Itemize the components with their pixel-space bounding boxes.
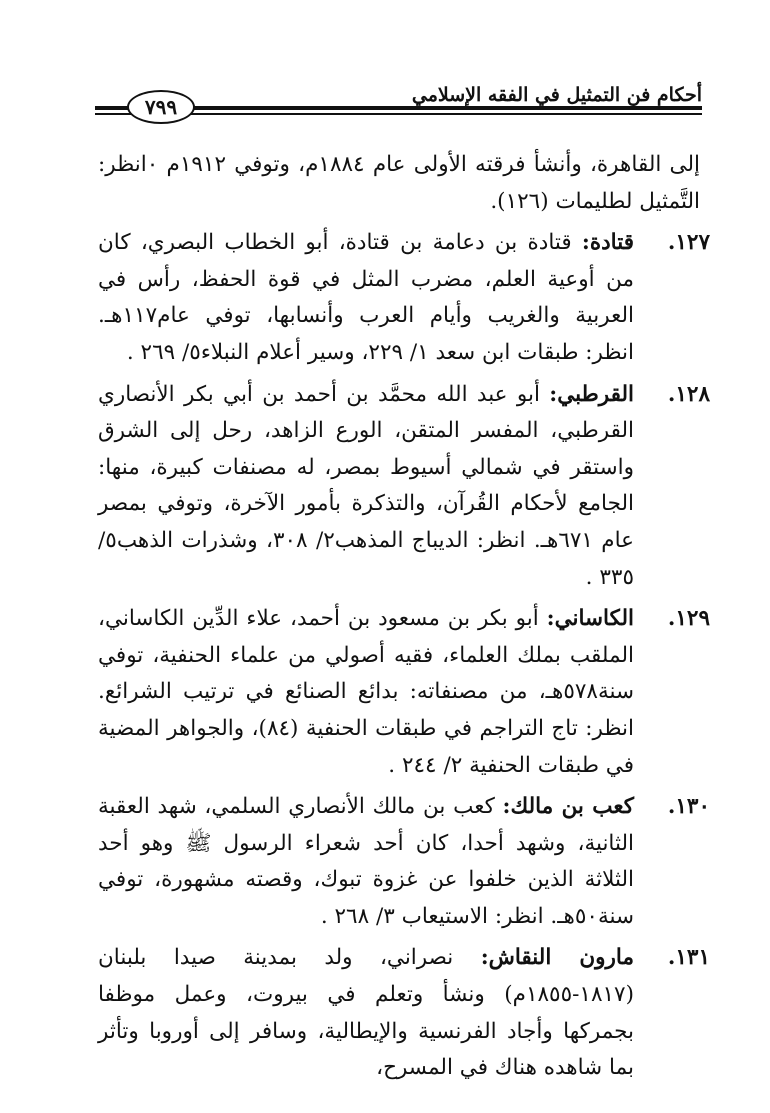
entry-body: كعب بن مالك الأنصاري السلمي، شهد العقبة الثانية، وشهد أحدا، كان أحد شعراء الرسول ﷺ وهو أحد الثلاثة الذين خلفوا عن غزوة تبوك، وقصته مشهورة، توفي سنة٥٠هـ. انظر: الاستيعاب ٣/ ٢٦٨ . [98,794,634,929]
entry-text [98,225,634,371]
page-number: ٧٩٩ [127,90,195,124]
entry-text [98,789,634,935]
entry-number: ١٣٠. [667,794,710,820]
entry-number: ١٢٧. [667,230,710,256]
entry-text [98,377,634,597]
entry-body: نصراني، ولد بمدينة صيدا بلبنان (١٨١٧-١٨٥٥م) ونشأ وتعلم في بيروت، وعمل موظفا بجمركها وأجاد الفرنسية والإيطالية، وسافر إلى أوروبا وتأثر بما شاهده هناك في المسرح، [98,945,634,1081]
biography-entry [98,225,710,371]
biography-entry [98,940,710,1086]
continuation-paragraph: إلى القاهرة، وأنشأ فرقته الأولى عام ١٨٨٤م، وتوفي ١٩١٢م ٠انظر: التَّمثيل لطليمات (١٢٦). [98,152,701,214]
biography-entry [98,377,710,597]
entry-name: الكاساني: [546,606,634,632]
entry-name: القرطبي: [549,381,634,407]
entry-text [98,940,634,1086]
entry-name: مارون النقاش: [480,945,634,971]
entry-number: ١٢٨. [667,381,710,407]
entry-body: أبو عبد الله محمَّد بن أحمد بن أبي بكر الأنصاري القرطبي، المفسر المتقن، الورع الزاهد، رحل إلى الشرق واستقر في شمالي أسيوط بمصر، له مصنفات كبيرة، منها: الجامع لأحكام القُرآن، والتذكرة بأمور الآخرة، وتوفي بمصر عام ٦٧١هـ. انظر: الديباج المذهب٢/ ٣٠٨، وشذرات الذهب٥/ ٣٣٥ . [98,381,634,590]
book-title: أحكام فن التمثيل في الفقه الإسلامي [411,84,702,106]
entry-number: ١٢٩. [667,606,710,632]
entry-body: قتادة بن دعامة بن قتادة، أبو الخطاب البصري، كان من أوعية العلم، مضرب المثل في قوة الحفظ، رأس في العربية والغريب وأيام العرب وأنسابها، توفي عام١١٧هـ. انظر: طبقات ابن سعد ١/ ٢٢٩، وسير أعلام النبلاء٥/ ٢٦٩ . [98,230,634,365]
running-header [95,62,702,124]
entry-number: ١٣١. [667,945,710,971]
biography-entry [98,789,710,935]
entry-text [98,601,634,784]
page-body [98,147,710,1092]
biography-entry [98,601,710,784]
entry-body: أبو بكر بن مسعود بن أحمد، علاء الدِّين الكاساني، الملقب بملك العلماء، فقيه أصولي من علماء الحنفية، توفي سنة٥٧٨هـ، من مصنفاته: بدائع الصنائع في ترتيب الشرائع. انظر: تاج التراجم في طبقات الحنفية (٨٤)، والجواهر المضية في طبقات الحنفية ٢/ ٢٤٤ . [98,606,634,778]
entry-name: قتادة: [581,230,634,256]
entry-name: كعب بن مالك: [502,794,634,820]
